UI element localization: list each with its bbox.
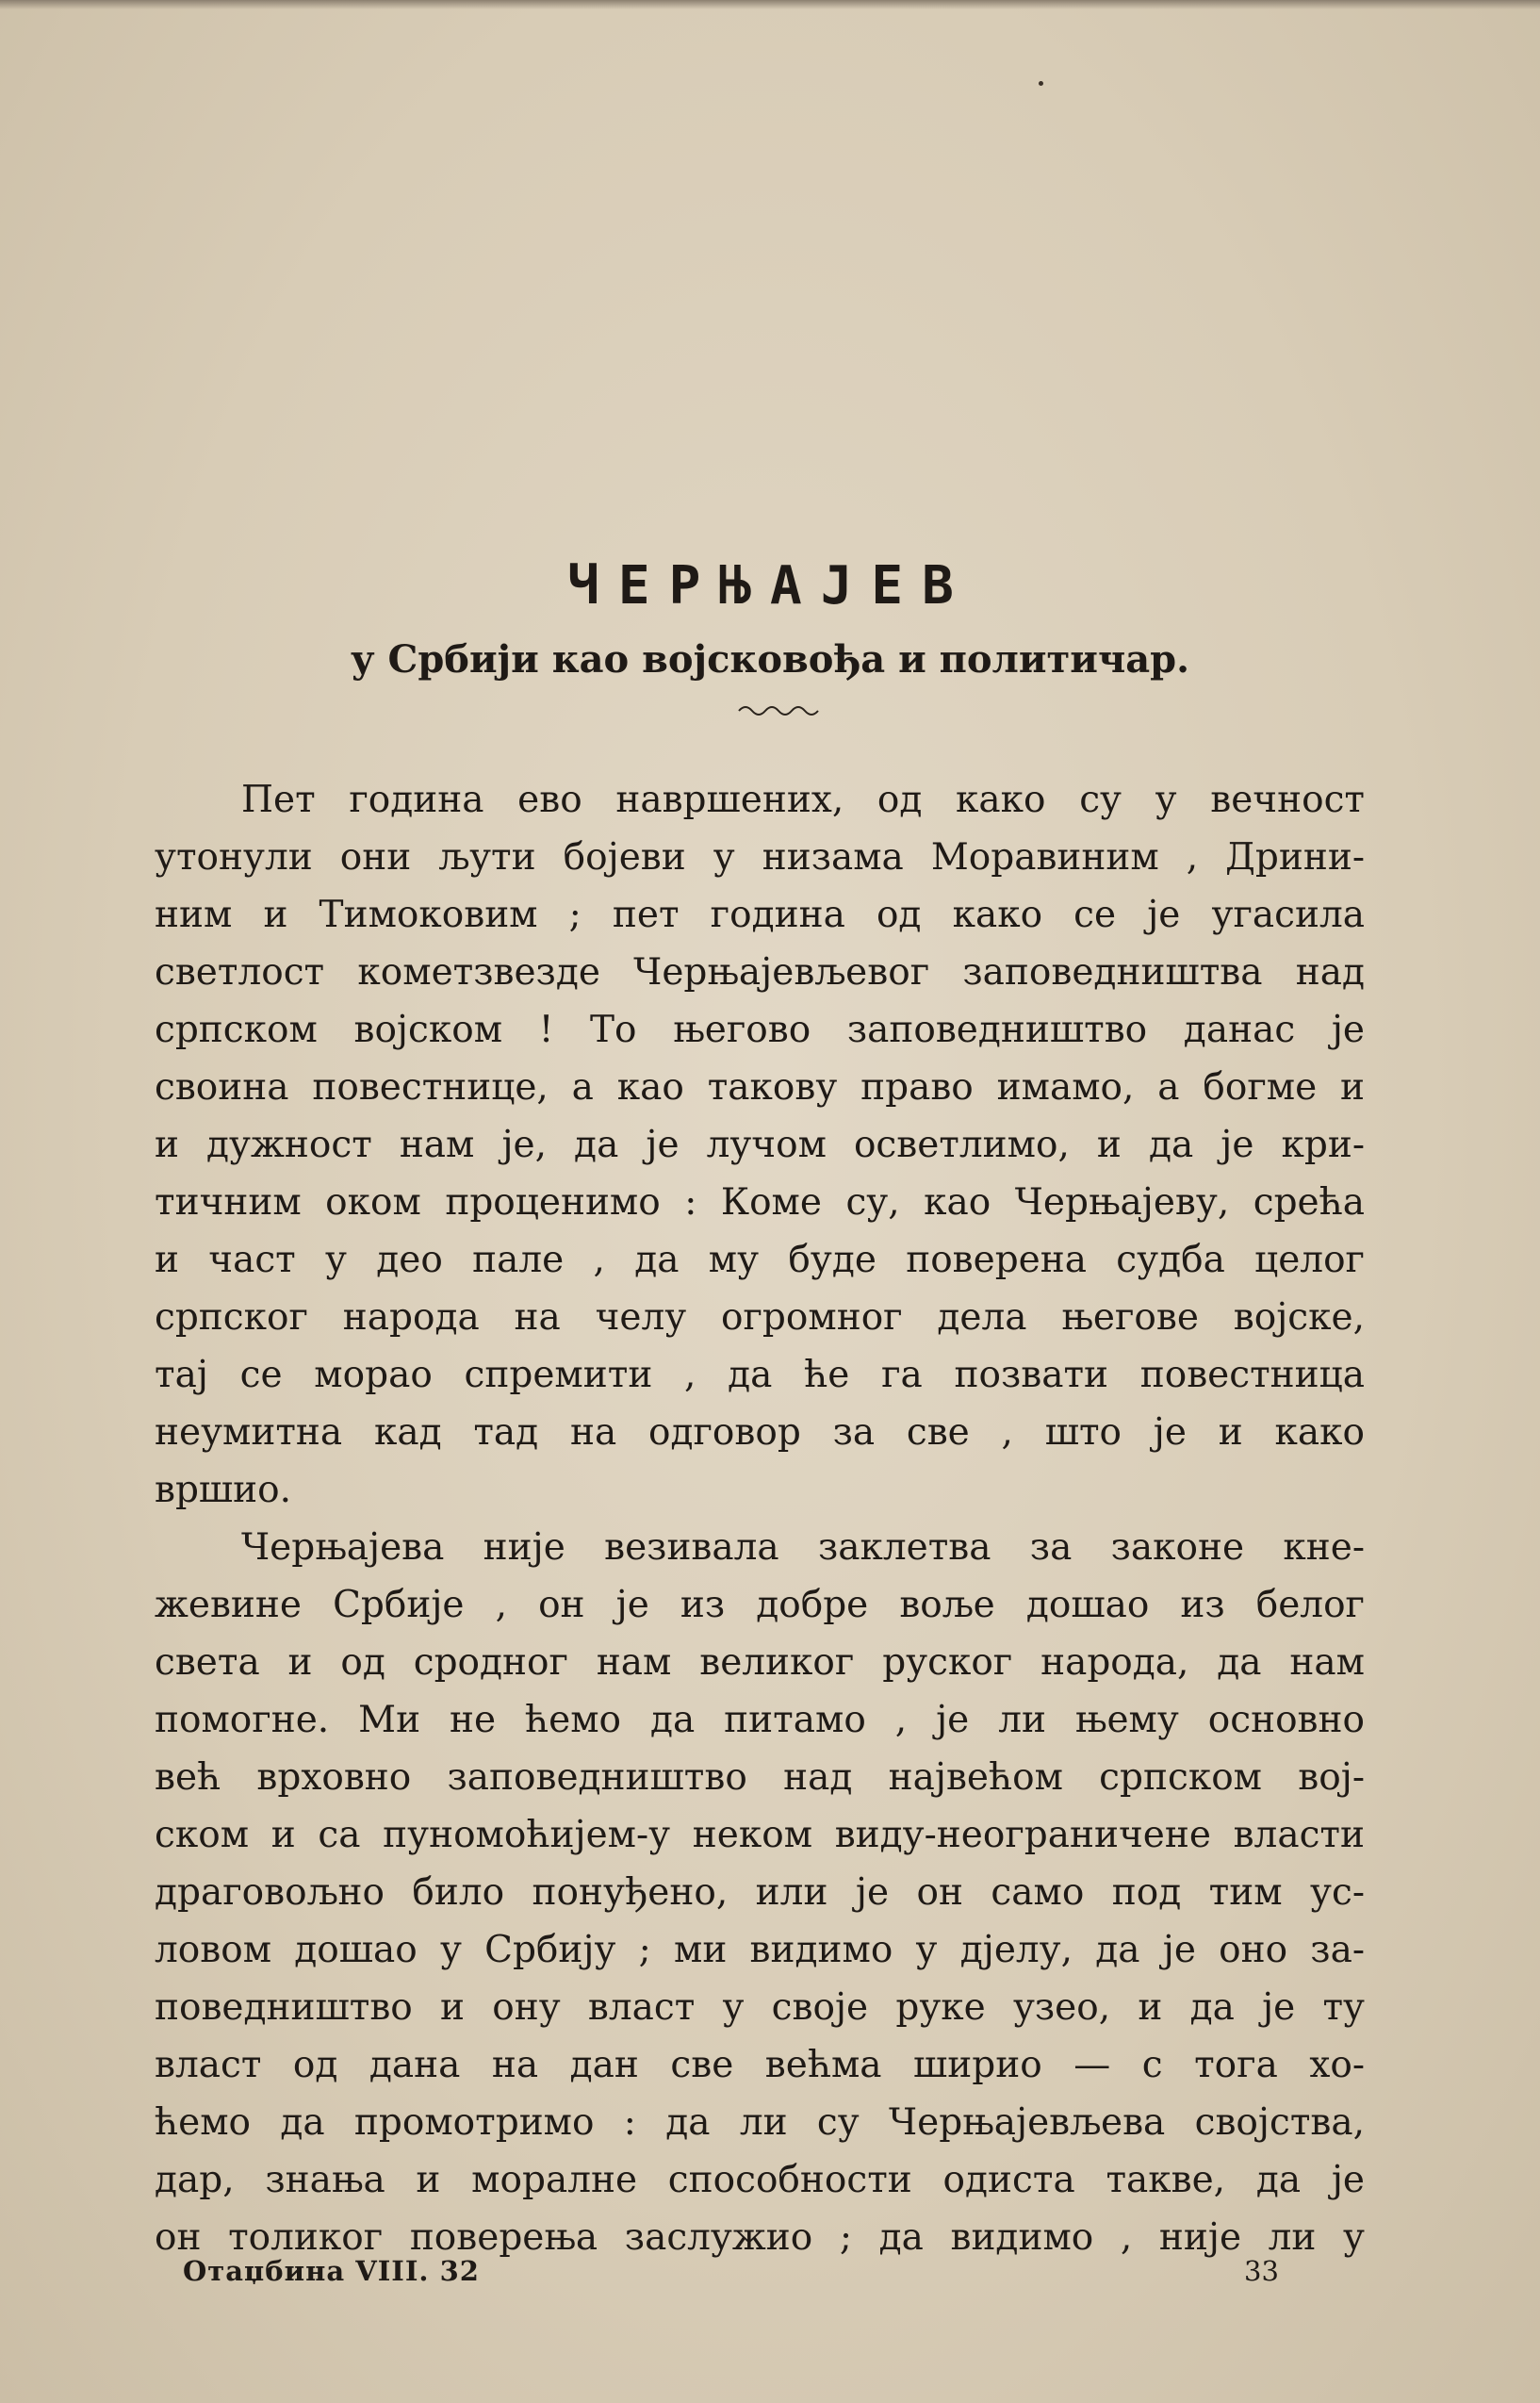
text-line: поведништво и ону власт у своје руке узео, и да је ту <box>155 1986 1365 2029</box>
text-line: драговољно било понуђено, или је он само под тим ус- <box>155 1871 1365 1914</box>
text-line: своина повестнице, а као такову право имамо, а богме и <box>155 1066 1365 1109</box>
text-line: Черњајева није везивала заклетва за законе кне- <box>241 1526 1365 1569</box>
text-line: ним и Тимоковим ; пет година од како се је угасила <box>155 894 1365 936</box>
text-line: и част у део пале , да му буде поверена судба целог <box>155 1239 1365 1281</box>
text-line: светлост кометзвезде Черњајевљевог заповедништва над <box>155 951 1365 994</box>
page-top-edge <box>0 0 1540 9</box>
text-line: дар, знања и моралне способности одиста такве, да је <box>155 2159 1365 2201</box>
article-title: ЧЕРЊАЈЕВ <box>567 555 973 617</box>
text-line: жевине Србије , он је из добре воље дошао из белог <box>155 1584 1365 1626</box>
text-line: света и од сродног нам великог руског народа, да нам <box>155 1641 1365 1684</box>
text-line: неумитна кад тад на одговор за све , што је и како <box>155 1411 1365 1454</box>
text-line: српском војском ! То његово заповедништво данас је <box>155 1009 1365 1051</box>
text-line: ском и са пуномоћијем-у неком виду-неограничене власти <box>155 1814 1365 1856</box>
page-number: 33 <box>1244 2255 1279 2287</box>
text-line: власт од дана на дан све већма ширио — с тога хо- <box>155 2044 1365 2086</box>
text-line: тичним оком проценимо : Коме су, као Черњајеву, срећа <box>155 1181 1365 1224</box>
article-body <box>155 771 1365 2266</box>
text-line: помогне. Ми не ћемо да питамо , је ли њему основно <box>155 1699 1365 1741</box>
printer-signature: Отаџбина VIII. 32 <box>183 2255 480 2287</box>
text-line: већ врховно заповедништво над највећом српском вој- <box>155 1756 1365 1799</box>
text-line: ловом дошао у Србију ; ми видимо у дјелу, да је оно за- <box>155 1929 1365 1971</box>
text-line: и дужност нам је, да је лучом осветлимо, и да је кри- <box>155 1124 1365 1166</box>
article-subtitle: у Србији као војсковођа и политичар. <box>350 637 1190 682</box>
text-line: тај се морао спремити , да ће га позвати повестница <box>155 1354 1365 1396</box>
text-line: утонули они љути бојеви у низама Моравиним , Дрини- <box>155 836 1365 879</box>
wave-ornament-icon <box>737 701 822 720</box>
text-line: Пет година ево навршених, од како су у вечност <box>241 779 1365 821</box>
text-line: ћемо да промотримо : да ли су Черњајевљева својства, <box>155 2101 1365 2144</box>
text-line: вршио. <box>155 1469 292 1511</box>
text-line: српског народа на челу огромног дела његове војске, <box>155 1296 1365 1339</box>
text-line: он толиког поверења заслужио ; да видимо , није ли у <box>155 2216 1365 2259</box>
ink-speck <box>1039 81 1043 86</box>
